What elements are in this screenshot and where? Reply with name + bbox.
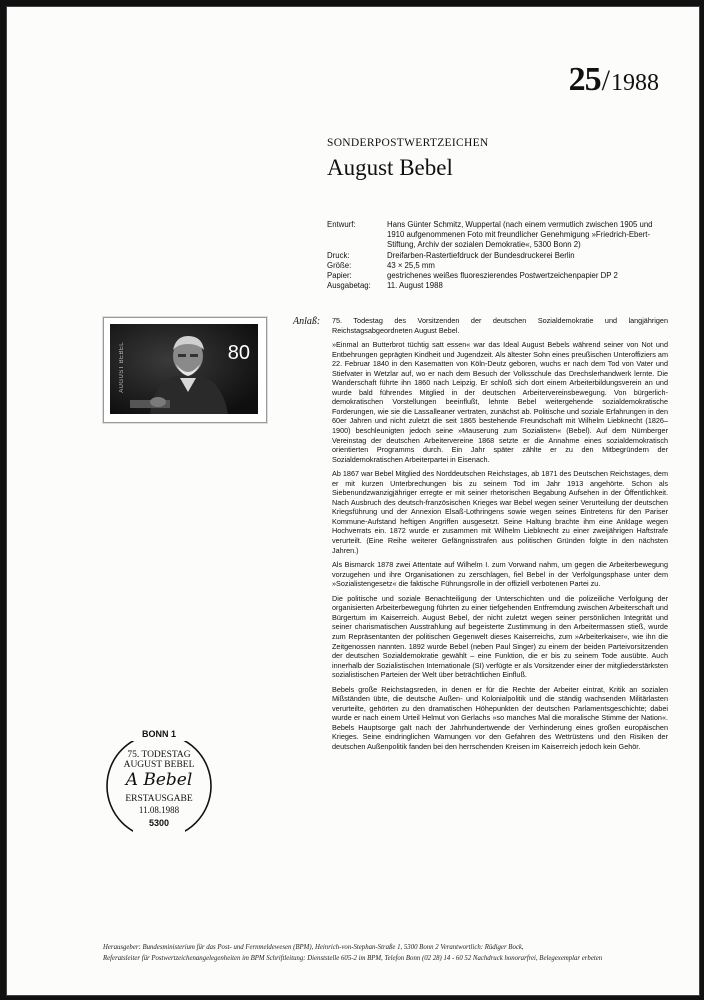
footer-imprint [103,943,663,964]
stamp-meta [327,220,667,291]
stamp-name: AUGUST BEBEL [119,342,125,393]
meta-row [327,220,667,251]
postmark-zip: 5300 [148,818,170,828]
paragraph: Bebels große Reichstagsreden, in denen er für die Rechte der Arbeiter eintrat, Kritik an sozialen Mißständen übte, die deutsche Außen- und Kolonialpolitik und die ständig wachsenden Militärlasten verurteilte, gehörten zu den dramatischen Höhepunkten der deutschen Parlamentsgeschichte; dabei wurde er nach einem Urteil Helmut von Gerlachs »so manches Mal die moralische Stimme der Nation«. Bebels Hauptsorge galt nach der Jahrhundertwende der Verhinderung eines großen europäischen Krieges. Seine eindringlichen Warnungen vor den Gefahren des Wettrüstens und den Risiken der deutschen Außenpolitik fanden bei den herrschenden Kreisen im Kaiserreich jedoch kein Gehör. [332,684,668,751]
meta-key: Größe: [327,260,352,270]
postmark-line: AUGUST BEBEL [123,760,195,770]
meta-value: 43 × 25,5 mm [387,260,435,270]
issue-year: 1988 [611,70,659,96]
issue-number [569,61,659,99]
meta-value: 11. August 1988 [387,281,443,291]
postmark-line: ERSTAUSGABE [125,794,193,804]
meta-value: gestrichenes weißes fluoreszierendes Postwertzeichenpapier DP 2 [387,271,618,281]
meta-value: Hans Günter Schmitz, Wuppertal (nach einem vermutlich zwischen 1905 und 1910 aufgenommenen Foto mit freundlicher Genehmigung »Friedrich-Ebert-Stiftung, Archiv der sozialen Demokratie«, 5300 Bonn 2) [387,220,653,250]
postmark-signature: A Bebel [125,770,193,790]
paragraph: Als Bismarck 1878 zwei Attentate auf Wilhelm I. zum Vorwand nahm, um gegen die Arbeiterbewegung vorzugehen und ihre Organisationen zu zerschlagen, fiel Bebel in der Verfolgungsphase unter dem »Sozialistengesetz« die faktische Führungsrolle in der offiziell verbotenen Partei zu. [332,560,668,589]
anlass-label: Anlaß: [293,316,321,327]
article-body [332,316,668,757]
first-day-postmark [93,729,225,839]
page-title: August Bebel [327,155,453,180]
meta-key: Papier: [327,271,352,281]
postage-stamp [103,317,267,423]
stamp-portrait [110,324,258,414]
postmark-line: 75. TODESTAG [127,750,191,760]
paragraph: Ab 1867 war Bebel Mitglied des Norddeutschen Reichstages, ab 1871 des Deutschen Reichstages, dem er mit kurzen Unterbrechungen bis zu seinem Tod im Jahr 1913 angehörte. Schon als Siebenundzwanzigjähriger erregte er mit seiner rhetorischen Begabung Aufsehen in der Öffentlichkeit. Nach Ausbruch des deutsch-französischen Krieges war Bebel wegen seiner Verurteilung der deutschen Kriegsführung und der Annexion Elsaß-Lothringens sowie wegen seines Eintretens für den Pariser Kommune-Aufstand heftigen Angriffen ausgesetzt. Seine Haltung brachte ihm eine Anklage wegen Hochverrats ein. 1872 wurde er zusammen mit Wilhelm Liebknecht zu einer zweijährigen Haftstrafe verurteilt. (Eine Reihe weiterer Gefängnisstrafen aus politischen Gründen folgte in den nächsten Jahren.) [332,469,668,555]
meta-key: Druck: [327,250,350,260]
footer-line: Referatsleiter für Postwertzeichenangelegenheiten im BPM Schriftleitung: Dienststelle 605-2 im BPM, Telefon Bonn (02 28) 14 - 60 52 Nachdruck honorarfrei, Belegexemplar erbeten [103,954,603,962]
issue-slash: / [601,64,610,97]
header-label: SONDERPOSTWERTZEICHEN [327,137,489,149]
paragraph: »Einmal an Butterbrot tüchtig satt essen« war das Ideal August Bebels während seiner von Not und Entbehrungen geprägten Kindheit und Jugendzeit. Als ältester Sohn eines preußischen Unteroffiziers am 22. Februar 1840 in den Kasematten von Köln-Deutz geboren, wuchs er nach dem Tod von Vater und Stiefvater in Wetzlar auf, wo er nach dem Besuch der Volksschule das Drechslerhandwerk lernte. Die Wanderschaft führte ihn 1860 nach Leipzig. Er schloß sich dort einem Arbeiterbildungsverein an und wurde bald führendes Mitglied in der deutschen Arbeitervereinsbewegung. Von bürgerlich-demokratischen Vorstellungen beeinflußt, lehnte Bebel weitergehende sozialdemokratische Forderungen, wie sie die Lassalleaner vertraten, zunächst ab. Politische und soziale Erfahrungen in den 60er Jahren und nicht zuletzt die seit 1865 bestehende Freundschaft mit Wilhelm Liebknecht (1826–1900) beschleunigten jedoch seine »Mauserung zum Sozialisten« (Bebel). Auf dem Nürnberger Vereinstag der deutschen Arbeitervereine 1868 setzte er die Annahme eines sozialdemokratisch orientierten Programms durch. Ein Jahr später zählte er zu den Mitbegründern der Sozialdemokratischen Arbeiterpartei in Eisenach. [332,340,668,464]
footer-line: Herausgeber: Bundesministerium für das Post- und Fernmeldewesen (BPM), Heinrich-von-Stephan-Straße 1, 5300 Bonn 2 Verantwortlich: Rüdiger Bock, [103,944,524,951]
meta-row [327,261,667,271]
meta-row [327,281,667,291]
meta-row [327,271,667,281]
stamp-value: 80 [227,342,250,364]
postmark-city: BONN 1 [141,729,176,739]
meta-value: Dreifarben-Rastertiefdruck der Bundesdruckerei Berlin [387,250,575,260]
meta-key: Ausgabetag: [327,281,371,291]
paragraph: Die politische und soziale Benachteiligung der Unterschichten und die polizeiliche Verfolgung der organisierten Arbeiterbewegung führten zu einer tiefgehenden Entfremdung zwischen Arbeiterschaft und Bürgertum im Kaiserreich. August Bebel, der nicht zuletzt wegen seiner persönlichen Integrität und seiner charismatischen Ausstrahlung auf begeisterte Zustimmung in den Arbeitermassen stieß, wurde zum Repräsentanten der politischen Gegenwelt dieses Kaiserreichs, zum »Arbeiterkaiser«, wie ihn die Zeitgenossen nannten. 1892 wurde Bebel (neben Paul Singer) zu einem der beiden Parteivorsitzenden der deutschen Sozialdemokratie gewählt – eine Funktion, die er bis zu seinem Tode ausübte. Auch innerhalb der Sozialistischen Internationale (SI) verfügte er als Vorsitzender einer der mitgliederstärksten sozialistischen Parteien der Welt über beträchtlichen Einfluß. [332,593,668,680]
portrait-icon [110,324,258,414]
document-sheet [6,6,700,996]
meta-row [327,251,667,261]
meta-key: Entwurf: [327,220,356,229]
postmark-date: 11.08.1988 [138,805,180,815]
paragraph: 75. Todestag des Vorsitzenden der deutschen Sozialdemokratie und langjährigen Reichstagsabgeordneten August Bebel. [332,316,668,335]
issue-number-value: 25 [568,61,601,98]
